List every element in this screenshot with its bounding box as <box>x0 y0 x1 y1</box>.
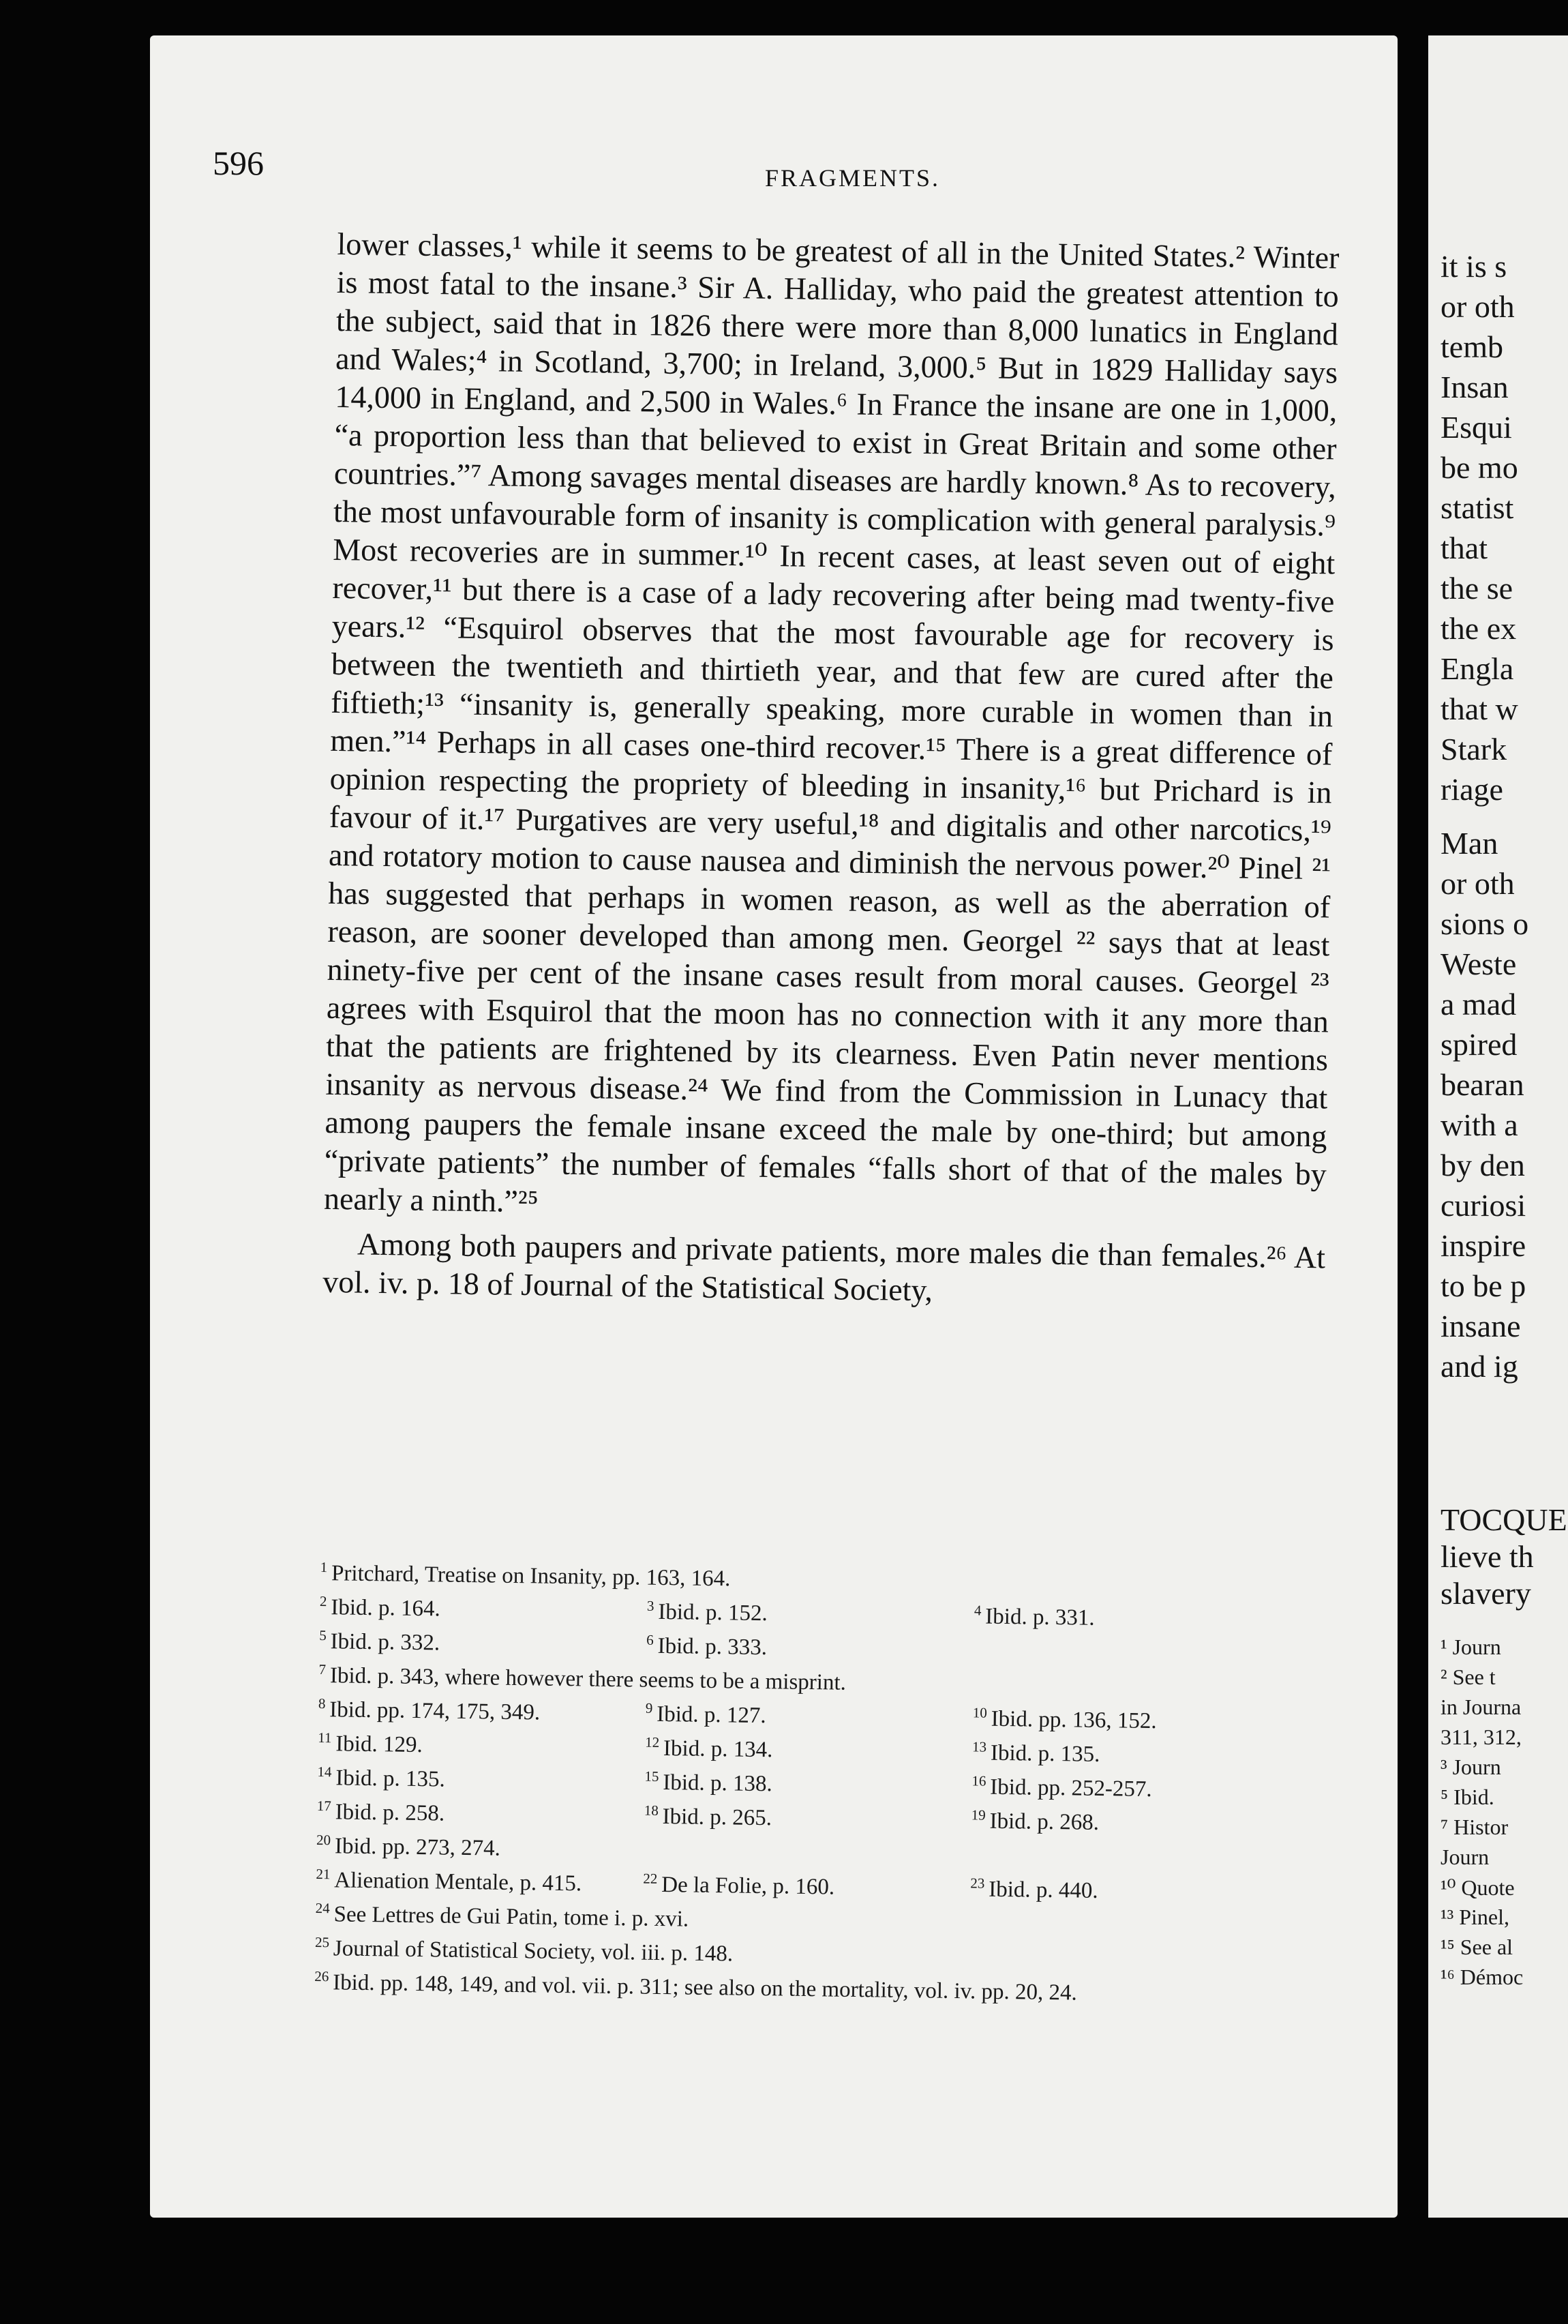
footnote <box>644 1763 972 1802</box>
facing-page-line: insane <box>1441 1309 1521 1343</box>
footnote-number: 11 <box>318 1729 332 1746</box>
footnote-number: 16 <box>971 1772 986 1789</box>
facing-page-footnote: ¹⁵ See al <box>1441 1935 1513 1959</box>
facing-page-line: Insan <box>1441 370 1509 404</box>
footnote-text: Ibid. pp. 136, 152. <box>991 1706 1157 1734</box>
footnote <box>644 1797 971 1836</box>
footnote <box>974 1596 1096 1632</box>
footnote <box>319 1622 647 1660</box>
facing-page-line: and ig <box>1441 1349 1518 1384</box>
footnote <box>320 1553 731 1593</box>
facing-page-fragment <box>1428 35 1568 2218</box>
facing-page-line: Weste <box>1441 947 1517 981</box>
footnote-number: 7 <box>318 1660 327 1678</box>
footnote-number: 14 <box>317 1763 332 1781</box>
footnote-number: 2 <box>319 1592 327 1610</box>
footnote <box>316 1860 644 1899</box>
footnote-number: 17 <box>316 1797 331 1815</box>
facing-page-footnote: ¹³ Pinel, <box>1441 1905 1509 1929</box>
footnote <box>645 1695 973 1733</box>
footnote <box>971 1767 1152 1804</box>
footnote <box>318 1690 646 1729</box>
footnote-text: Ibid. pp. 148, 149, and vol. vii. p. 311; see also on the mortality, vol. iv. pp. 20, 24. <box>332 1970 1078 2006</box>
footnote-text: Journal of Statistical Society, vol. iii. p. 148. <box>333 1936 734 1967</box>
footnote <box>645 1729 973 1768</box>
footnote-text: Ibid. pp. 252-257. <box>990 1774 1152 1802</box>
footnote-text: Ibid. p. 332. <box>330 1629 440 1656</box>
facing-page-line: it is s <box>1441 249 1507 284</box>
footnote-text: De la Folie, p. 160. <box>661 1873 835 1900</box>
footnote <box>972 1699 1157 1735</box>
facing-page-line: riage <box>1441 772 1503 807</box>
footnote <box>647 1592 975 1631</box>
footnote-number: 15 <box>644 1768 659 1785</box>
footnote-number: 22 <box>643 1870 658 1887</box>
footnote-text: Ibid. pp. 273, 274. <box>334 1834 501 1861</box>
facing-page-footnote: ¹⁶ Démoc <box>1441 1965 1524 1989</box>
footnote-number: 6 <box>646 1631 654 1648</box>
facing-page-footnote: in Journa <box>1441 1695 1522 1719</box>
footnote <box>320 1588 648 1626</box>
facing-page-footnote: Journ <box>1441 1845 1490 1869</box>
facing-page-line: be mo <box>1441 450 1518 485</box>
footnote-text: Ibid. 129. <box>335 1731 423 1758</box>
footnote-text: Ibid. p. 333. <box>657 1633 768 1660</box>
facing-page-line: a mad <box>1441 987 1517 1022</box>
footnote-number: 3 <box>646 1597 654 1614</box>
footnote-text: Ibid. p. 152. <box>658 1599 768 1626</box>
footnote <box>970 1869 1098 1905</box>
footnote-text: See Lettres de Gui Patin, tome i. p. xvi. <box>333 1902 689 1932</box>
facing-page-line: temb <box>1441 329 1503 364</box>
footnote-text: Ibid. p. 135. <box>990 1740 1100 1767</box>
facing-page-line: or oth <box>1441 289 1515 324</box>
facing-page-line: TOCQUE <box>1441 1502 1567 1537</box>
facing-page-line: curiosi <box>1441 1188 1526 1223</box>
paragraph: lower classes,¹ while it seems to be greatest of all in the United States.² Winter is most fatal to the insane.³ Sir A. Halliday, who paid the greatest attention to the subject, said that in 1826 there were more than 8,000 lunatics in England and Wales;⁴ in Scotland, 3,700; in Ireland, 3,000.⁵ But in 1829 Halliday says 14,000 in England, and 2,500 in Wales.⁶ In France the insane are one in 1,000, “a proportion less than that believed to exist in Great Britain and some other countries.”⁷ Among savages mental diseases are hardly known.⁸ As to recovery, the most unfavourable form of insanity is complication with general paralysis.⁹ Most recoveries are in summer.¹⁰ In recent cases, at least seven out of eight recover,¹¹ but there is a case of a lady recovering after being mad twenty-five years.¹² “Esquirol observes that the most favourable age for recovery is between the twentieth and thirtieth year, and that few are cured after the fiftieth;¹³ “insanity is, generally speaking, more curable in women than in men.”¹⁴ Perhaps in all cases one-third recover.¹⁵ There is a great difference of opinion respecting the propriety of bleeding in insanity,¹⁶ but Prichard is in favour of it.¹⁷ Purgatives are very useful,¹⁸ and digitalis and other narcotics,¹⁹ and rotatory motion to cause nausea and diminish the nervous power.²⁰ Pinel ²¹ has suggested that perhaps in women reason, as well as the aberration of reason, are sooner developed than among men. Georgel ²² says that at least ninety-five per cent of the insane cases result from moral causes. Georgel ²³ agrees with Esquirol that the moon has no connection with it any more than that the patients are frightened by its clearness. Even Patin never mentions insanity as nervous disease.²⁴ We find from the Commission in Lunacy that among paupers the female insane exceed the male by one-third; but among “private patients” the number of females “falls short of that of the males by nearly a ninth.”²⁵ <box>323 226 1340 1219</box>
footnote-number: 1 <box>320 1558 328 1576</box>
footnote <box>315 1928 734 1969</box>
footnote-text: Ibid. p. 343, where however there seems to be a misprint. <box>329 1663 847 1695</box>
footnote-number: 20 <box>316 1831 331 1849</box>
footnote-text: Ibid. p. 265. <box>662 1804 772 1831</box>
footnote-number: 18 <box>644 1802 659 1819</box>
footnote-number: 4 <box>974 1602 982 1619</box>
facing-page-line: Stark <box>1441 732 1507 766</box>
facing-page-line: Esqui <box>1441 410 1512 445</box>
facing-page-footnote: ³ Journ <box>1441 1755 1501 1779</box>
facing-page-footnote: ² See t <box>1441 1665 1496 1689</box>
footnote-text: Ibid. p. 138. <box>663 1770 773 1797</box>
footnote-text: Ibid. p. 331. <box>985 1604 1095 1630</box>
footnote-number: 5 <box>319 1626 327 1644</box>
footnote-number: 13 <box>971 1738 987 1755</box>
footnote-text: Ibid. p. 134. <box>663 1736 773 1763</box>
running-head: FRAGMENTS. <box>765 164 941 192</box>
facing-page-line: sions o <box>1441 906 1529 941</box>
facing-page-line: that <box>1441 531 1488 565</box>
footnote-text: Ibid. p. 440. <box>988 1877 1098 1903</box>
footnote-text: Alienation Mentale, p. 415. <box>334 1868 582 1896</box>
facing-page-footnote: ¹ Journ <box>1441 1635 1501 1659</box>
facing-page-line: with a <box>1441 1107 1518 1142</box>
facing-page-footnote: ⁵ Ibid. <box>1441 1785 1494 1809</box>
facing-page-line: Man <box>1441 826 1498 861</box>
footnote-text: Ibid. pp. 174, 175, 349. <box>329 1697 541 1725</box>
page-header <box>213 143 1344 198</box>
facing-page-line: the ex <box>1441 611 1517 646</box>
footnote <box>318 1724 646 1763</box>
body-text <box>322 225 1340 1315</box>
facing-page-line: that w <box>1441 691 1518 726</box>
footnote <box>317 1758 645 1797</box>
facing-page-line: statist <box>1441 490 1514 525</box>
footnote-number: 24 <box>315 1899 330 1917</box>
footnote <box>972 1733 1100 1769</box>
footnote-number: 23 <box>970 1875 985 1892</box>
facing-page-footnote: ⁷ Histor <box>1441 1815 1509 1839</box>
footnote-number: 19 <box>971 1806 986 1823</box>
footnote-number: 21 <box>316 1865 331 1883</box>
footnote-number: 26 <box>314 1967 329 1985</box>
footnote-text: Pritchard, Treatise on Insanity, pp. 163, 164. <box>331 1561 731 1592</box>
footnote <box>315 1894 689 1934</box>
facing-page-line: to be p <box>1441 1268 1526 1303</box>
facing-page-line: by den <box>1441 1148 1525 1182</box>
footnote <box>971 1801 1099 1837</box>
facing-page-line: Engla <box>1441 651 1514 686</box>
facing-page-line: spired <box>1441 1027 1518 1062</box>
footnote <box>316 1792 644 1831</box>
paragraph: Among both paupers and private patients, more males die than females.²⁶ At vol. iv. p. 18 of Journal of the Statistical Society, <box>322 1226 1326 1308</box>
footnote-number: 9 <box>645 1699 653 1716</box>
footnote-number: 10 <box>972 1704 988 1721</box>
footnote <box>316 1826 501 1863</box>
footnote-text: Ibid. p. 164. <box>331 1595 441 1622</box>
facing-page-line: slavery <box>1441 1576 1531 1611</box>
footnote-text: Ibid. p. 258. <box>335 1800 445 1826</box>
footnote-text: Ibid. p. 268. <box>989 1808 1100 1835</box>
footnote-number: 8 <box>318 1695 326 1712</box>
facing-page-line: or oth <box>1441 866 1515 901</box>
facing-page-line: lieve th <box>1441 1539 1534 1574</box>
footnote <box>643 1865 971 1904</box>
footnote <box>646 1626 768 1662</box>
page-number: 596 <box>213 144 264 182</box>
footnotes <box>314 1553 1302 2010</box>
facing-page-line: inspire <box>1441 1228 1526 1263</box>
footnote-number: 25 <box>314 1933 330 1951</box>
facing-page-footnote: 311, 312, <box>1441 1725 1522 1749</box>
footnote-text: Ibid. p. 127. <box>657 1701 766 1729</box>
facing-page-line: the se <box>1441 571 1513 606</box>
footnote-text: Ibid. p. 135. <box>335 1766 446 1792</box>
footnote-number: 12 <box>645 1733 660 1751</box>
facing-page-footnote: ¹⁰ Quote <box>1441 1875 1515 1900</box>
facing-page-line: bearan <box>1441 1067 1524 1102</box>
